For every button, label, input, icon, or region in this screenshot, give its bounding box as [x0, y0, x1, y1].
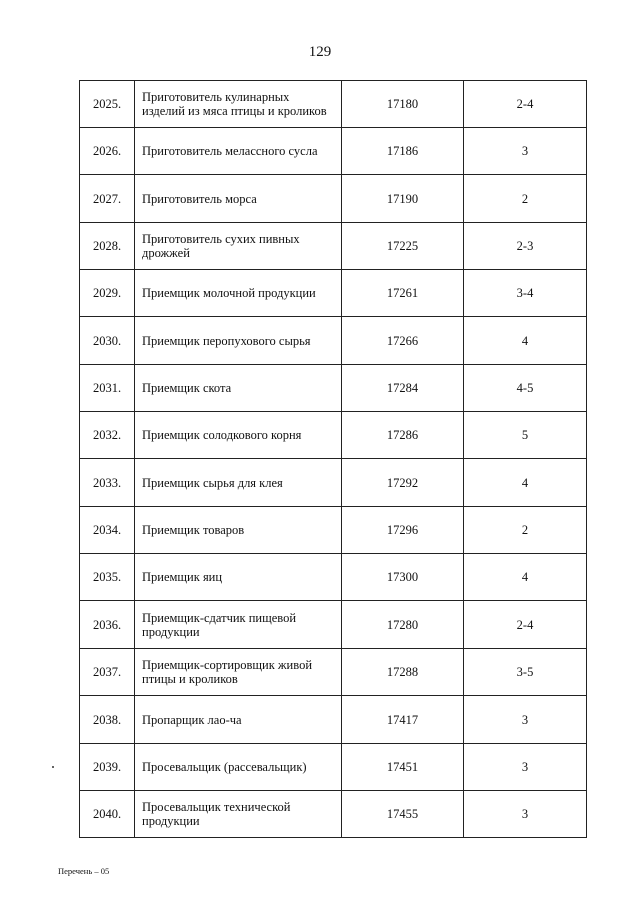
- table-row: [80, 601, 587, 649]
- occupation-code: 17186: [342, 128, 464, 175]
- grade-range: 3: [464, 791, 587, 838]
- occupation-name: Приемщик солодкового корня: [135, 412, 342, 459]
- grade-range: 3-5: [464, 649, 587, 696]
- occupation-code: 17288: [342, 649, 464, 696]
- row-number: 2035.: [80, 554, 135, 601]
- table-row: [80, 459, 587, 507]
- grade-range: 2-4: [464, 601, 587, 649]
- footer-label: Перечень – 05: [58, 866, 110, 876]
- grade-range: 3: [464, 744, 587, 791]
- row-number: 2037.: [80, 649, 135, 696]
- occupation-code: 17296: [342, 507, 464, 554]
- occupation-name: Приготовитель мелассного сусла: [135, 128, 342, 175]
- table-row: [80, 81, 587, 128]
- row-number: 2033.: [80, 459, 135, 507]
- occupation-code: 17292: [342, 459, 464, 507]
- grade-range: 4: [464, 554, 587, 601]
- occupation-name: Приемщик скота: [135, 365, 342, 412]
- occupation-name: Пропарщик лао-ча: [135, 696, 342, 744]
- occupation-name: Приготовитель кулинарных изделий из мяса птицы и кроликов: [135, 81, 342, 128]
- row-number: 2031.: [80, 365, 135, 412]
- grade-range: 3: [464, 128, 587, 175]
- table-body: [80, 81, 587, 838]
- occupation-code: 17300: [342, 554, 464, 601]
- table-row: [80, 554, 587, 601]
- occupation-name: Приготовитель сухих пивных дрожжей: [135, 223, 342, 270]
- row-number: 2036.: [80, 601, 135, 649]
- row-number: 2034.: [80, 507, 135, 554]
- table-row: [80, 317, 587, 365]
- table-row: [80, 696, 587, 744]
- table-row: [80, 365, 587, 412]
- occupation-code: 17455: [342, 791, 464, 838]
- occupation-code: 17180: [342, 81, 464, 128]
- occupation-name: Приемщик сырья для клея: [135, 459, 342, 507]
- row-number: 2026.: [80, 128, 135, 175]
- occupation-name: Приемщик-сдатчик пищевой продукции: [135, 601, 342, 649]
- occupation-name: Приемщик перопухового сырья: [135, 317, 342, 365]
- occupation-code: 17280: [342, 601, 464, 649]
- grade-range: 2-4: [464, 81, 587, 128]
- table-row: [80, 223, 587, 270]
- table-row: [80, 507, 587, 554]
- occupation-name: Просевальщик (рассевальщик): [135, 744, 342, 791]
- table-row: [80, 175, 587, 223]
- table-row: [80, 412, 587, 459]
- scan-speck: [52, 766, 54, 768]
- row-number: 2025.: [80, 81, 135, 128]
- row-number: 2028.: [80, 223, 135, 270]
- page-number: 129: [308, 44, 332, 60]
- row-number: 2038.: [80, 696, 135, 744]
- occupation-code: 17451: [342, 744, 464, 791]
- table-row: [80, 649, 587, 696]
- grade-range: 2: [464, 507, 587, 554]
- table-row: [80, 270, 587, 317]
- grade-range: 4-5: [464, 365, 587, 412]
- occupation-code: 17284: [342, 365, 464, 412]
- row-number: 2040.: [80, 791, 135, 838]
- grade-range: 4: [464, 317, 587, 365]
- row-number: 2030.: [80, 317, 135, 365]
- grade-range: 2-3: [464, 223, 587, 270]
- occupation-code: 17225: [342, 223, 464, 270]
- table-row: [80, 791, 587, 838]
- grade-range: 3-4: [464, 270, 587, 317]
- occupation-code: 17266: [342, 317, 464, 365]
- grade-range: 2: [464, 175, 587, 223]
- row-number: 2032.: [80, 412, 135, 459]
- occupation-code: 17417: [342, 696, 464, 744]
- row-number: 2029.: [80, 270, 135, 317]
- occupation-name: Приемщик молочной продукции: [135, 270, 342, 317]
- occupation-code: 17286: [342, 412, 464, 459]
- occupation-code: 17261: [342, 270, 464, 317]
- grade-range: 5: [464, 412, 587, 459]
- row-number: 2039.: [80, 744, 135, 791]
- occupation-name: Приемщик товаров: [135, 507, 342, 554]
- occupation-name: Приемщик-сортировщик живой птицы и кроликов: [135, 649, 342, 696]
- occupations-table: [79, 80, 587, 838]
- occupation-code: 17190: [342, 175, 464, 223]
- occupation-name: Просевальщик технической продукции: [135, 791, 342, 838]
- occupation-name: Приемщик яиц: [135, 554, 342, 601]
- table-row: [80, 744, 587, 791]
- occupation-name: Приготовитель морса: [135, 175, 342, 223]
- table-row: [80, 128, 587, 175]
- grade-range: 3: [464, 696, 587, 744]
- grade-range: 4: [464, 459, 587, 507]
- row-number: 2027.: [80, 175, 135, 223]
